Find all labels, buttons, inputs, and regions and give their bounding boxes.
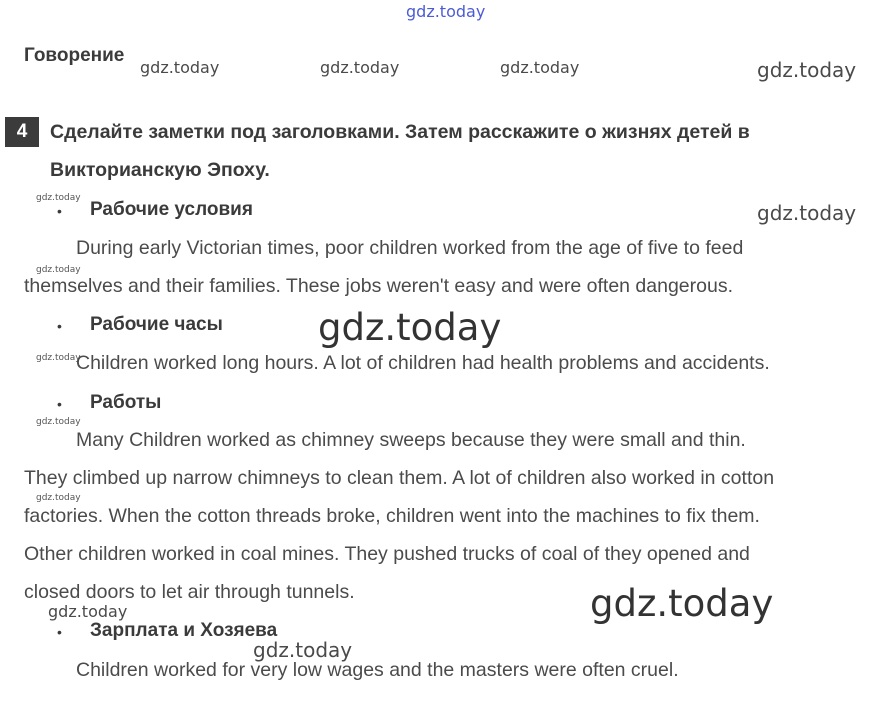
item-heading-jobs: Работы <box>90 392 162 413</box>
task-instruction-line1: Сделайте заметки под заголовками. Затем расскажите о жизнях детей в <box>50 121 750 143</box>
item-heading-wages-masters: Зарплата и Хозяева <box>90 620 278 641</box>
watermark: gdz.today <box>36 193 81 203</box>
item-text-line: themselves and their families. These jobs weren't easy and were often dangerous. <box>24 275 734 297</box>
watermark: gdz.today <box>48 602 128 621</box>
task-number-badge: 4 <box>5 117 39 147</box>
section-title: Говорение <box>24 45 125 66</box>
watermark: gdz.today <box>36 265 81 275</box>
bullet-icon: • <box>57 624 62 640</box>
item-text-line: During early Victorian times, poor children worked from the age of five to feed <box>76 237 744 259</box>
item-heading-working-conditions: Рабочие условия <box>90 199 253 220</box>
watermark: gdz.today <box>36 493 81 503</box>
task-instruction-line2: Викторианскую Эпоху. <box>50 159 270 181</box>
watermark: gdz.today <box>320 58 400 77</box>
item-text-line: factories. When the cotton threads broke, children went into the machines to fix them. <box>24 505 760 527</box>
watermark: gdz.today <box>36 417 81 427</box>
watermark: gdz.today <box>253 638 353 662</box>
watermark: gdz.today <box>757 201 857 225</box>
bullet-icon: • <box>57 396 62 412</box>
watermark: gdz.today <box>36 353 81 363</box>
item-text-line: Children worked for very low wages and the masters were often cruel. <box>76 659 679 681</box>
item-text-line: closed doors to let air through tunnels. <box>24 581 355 603</box>
item-text-line: Children worked long hours. A lot of children had health problems and accidents. <box>76 352 770 374</box>
item-text-line: They climbed up narrow chimneys to clean them. A lot of children also worked in cotton <box>24 467 775 489</box>
item-text-line: Other children worked in coal mines. They pushed trucks of coal of they opened and <box>24 543 750 565</box>
watermark: gdz.today <box>140 58 220 77</box>
bullet-icon: • <box>57 318 62 334</box>
watermark: gdz.today <box>590 582 774 625</box>
watermark: gdz.today <box>406 2 486 21</box>
watermark: gdz.today <box>757 58 857 82</box>
watermark: gdz.today <box>500 58 580 77</box>
item-heading-working-hours: Рабочие часы <box>90 314 223 335</box>
watermark: gdz.today <box>318 306 502 349</box>
bullet-icon: • <box>57 203 62 219</box>
item-text-line: Many Children worked as chimney sweeps because they were small and thin. <box>76 429 746 451</box>
